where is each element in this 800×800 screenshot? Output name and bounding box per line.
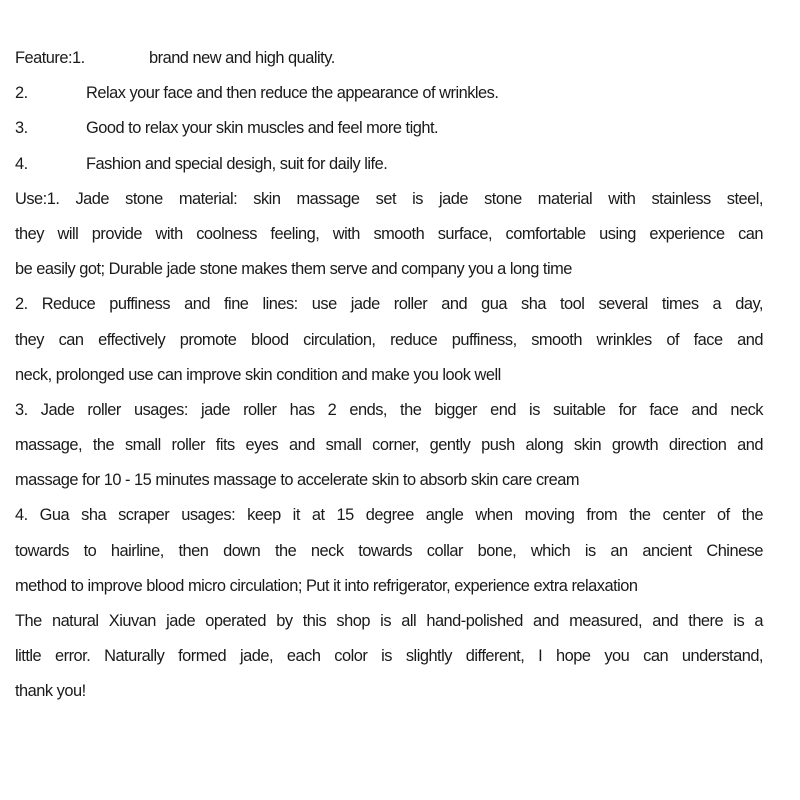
feature-item-text: Relax your face and then reduce the appearance of wrinkles. — [86, 84, 499, 103]
feature-line-3 — [15, 111, 763, 146]
note-line-2: little error. Naturally formed jade, each color is slightly different, I hope you can understand, — [15, 647, 763, 666]
use-item-text: skin massage set is jade stone material with stainless steel, — [253, 189, 763, 208]
feature-heading: Feature:1. — [15, 49, 85, 67]
feature-item-number: 2. — [15, 84, 28, 103]
feature-item-text: brand new and high quality. — [149, 49, 335, 67]
use-item-number: 4. — [15, 506, 28, 525]
use-item-3-line-1 — [15, 393, 763, 428]
use-item-number: 2. — [15, 295, 28, 314]
feature-item-number: 4. — [15, 154, 28, 173]
use-heading: Use:1. — [15, 189, 60, 208]
use-item-text: jade roller has 2 ends, the bigger end is suitable for face and neck — [200, 400, 763, 419]
use-item-2-line-3: neck, prolonged use can improve skin condition and make you look well — [15, 365, 501, 384]
use-item-3-line-3: massage for 10 - 15 minutes massage to accelerate skin to absorb skin care cream — [15, 471, 580, 490]
use-item-1-line-3: be easily got; Durable jade stone makes them serve and company you a long time — [15, 260, 572, 279]
feature-item-text: Fashion and special desigh, suit for daily life. — [86, 154, 388, 173]
feature-item-number: 3. — [15, 119, 28, 138]
use-item-2-line-2: they can effectively promote blood circulation, reduce puffiness, smooth wrinkles of face and — [15, 330, 763, 349]
feature-line-1 — [15, 41, 763, 76]
use-item-text: keep it at 15 degree angle when moving from the center of the — [247, 506, 763, 525]
use-item-text: use jade roller and gua sha tool several times a day, — [311, 295, 763, 314]
product-description — [15, 41, 763, 710]
use-item-4-line-2: towards to hairline, then down the neck towards collar bone, which is an ancient Chinese — [15, 541, 763, 560]
use-item-number: 3. — [15, 400, 28, 419]
use-item-4-line-3: method to improve blood micro circulation; Put it into refrigerator, experience extra relaxation — [15, 576, 638, 595]
feature-line-4 — [15, 147, 763, 182]
use-item-title: Jade roller usages: — [40, 400, 188, 419]
use-item-1-line-2: they will provide with coolness feeling, with smooth surface, comfortable using experience can — [15, 224, 763, 243]
use-item-1-line-1 — [15, 182, 763, 217]
note-line-3: thank you! — [15, 682, 86, 701]
use-item-title: Jade stone material: — [75, 189, 238, 208]
use-item-3-line-2: massage, the small roller fits eyes and small corner, gently push along skin growth direction and — [15, 436, 763, 455]
use-item-4-line-1 — [15, 498, 763, 533]
feature-line-2 — [15, 76, 763, 111]
feature-item-text: Good to relax your skin muscles and feel more tight. — [86, 119, 439, 138]
note-line-1: The natural Xiuvan jade operated by this shop is all hand-polished and measured, and there is a — [15, 612, 763, 630]
use-item-2-line-1 — [15, 287, 763, 322]
use-item-title: Gua sha scraper usages: — [39, 506, 236, 525]
use-item-title: Reduce puffiness and fine lines: — [41, 295, 298, 314]
